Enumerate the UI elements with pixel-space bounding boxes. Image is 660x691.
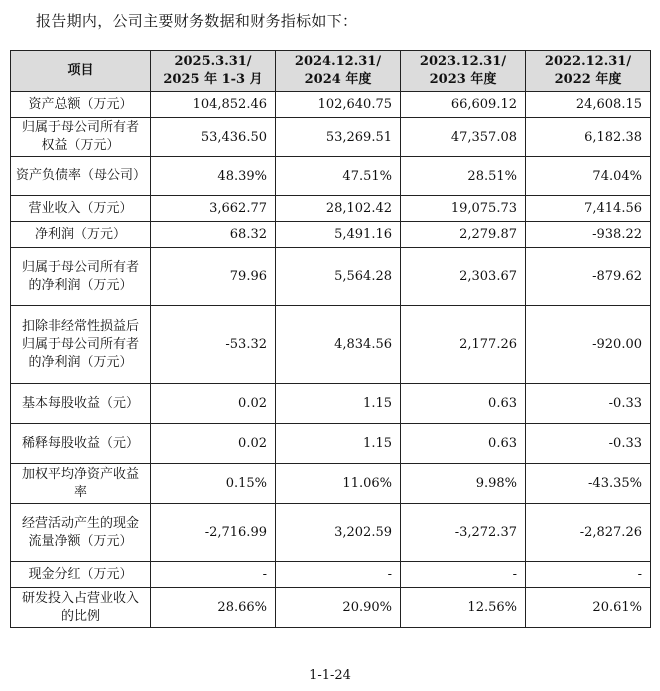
cell-value: 102,640.75	[276, 92, 401, 118]
cell-value: 74.04%	[526, 157, 651, 196]
cell-value: 0.02	[151, 424, 276, 464]
cell-value: 28.66%	[151, 588, 276, 628]
row-label: 归属于母公司所有者权益（万元）	[11, 118, 151, 157]
cell-value: 12.56%	[401, 588, 526, 628]
cell-value: -920.00	[526, 306, 651, 384]
row-label: 营业收入（万元）	[11, 196, 151, 222]
table-row	[11, 196, 651, 222]
cell-value: 68.32	[151, 222, 276, 248]
cell-value: 3,662.77	[151, 196, 276, 222]
cell-value: 19,075.73	[401, 196, 526, 222]
cell-value: -2,827.26	[526, 504, 651, 562]
cell-value: -2,716.99	[151, 504, 276, 562]
cell-value: 47,357.08	[401, 118, 526, 157]
table-row	[11, 248, 651, 306]
cell-value: 79.96	[151, 248, 276, 306]
table-row	[11, 588, 651, 628]
row-label: 资产总额（万元）	[11, 92, 151, 118]
header-item: 项目	[11, 51, 151, 92]
cell-value: -	[526, 562, 651, 588]
cell-value: 48.39%	[151, 157, 276, 196]
table-row	[11, 92, 651, 118]
table-row	[11, 464, 651, 504]
cell-value: -	[401, 562, 526, 588]
cell-value: 5,564.28	[276, 248, 401, 306]
cell-value: 53,269.51	[276, 118, 401, 157]
row-label: 扣除非经常性损益后归属于母公司所有者的净利润（万元）	[11, 306, 151, 384]
cell-value: -879.62	[526, 248, 651, 306]
table-row	[11, 222, 651, 248]
table-row	[11, 384, 651, 424]
cell-value: 1.15	[276, 424, 401, 464]
cell-value: 47.51%	[276, 157, 401, 196]
financial-indicators-table	[10, 50, 651, 628]
row-label: 现金分红（万元）	[11, 562, 151, 588]
page-number: 1-1-24	[309, 668, 351, 683]
row-label: 资产负债率（母公司）	[11, 157, 151, 196]
table-row	[11, 504, 651, 562]
cell-value: 2,279.87	[401, 222, 526, 248]
cell-value: 104,852.46	[151, 92, 276, 118]
cell-value: 0.15%	[151, 464, 276, 504]
cell-value: 0.02	[151, 384, 276, 424]
table-row	[11, 424, 651, 464]
table-header-row	[11, 51, 651, 92]
cell-value: 2,177.26	[401, 306, 526, 384]
cell-value: -53.32	[151, 306, 276, 384]
cell-value: 28.51%	[401, 157, 526, 196]
intro-text: 报告期内，公司主要财务数据和财务指标如下：	[36, 12, 358, 30]
header-period: 2024.12.31/ 2024 年度	[276, 51, 401, 92]
cell-value: -0.33	[526, 424, 651, 464]
cell-value: 20.90%	[276, 588, 401, 628]
cell-value: 5,491.16	[276, 222, 401, 248]
cell-value: 28,102.42	[276, 196, 401, 222]
cell-value: 66,609.12	[401, 92, 526, 118]
cell-value: -3,272.37	[401, 504, 526, 562]
cell-value: -938.22	[526, 222, 651, 248]
cell-value: 4,834.56	[276, 306, 401, 384]
cell-value: 0.63	[401, 384, 526, 424]
table-row	[11, 306, 651, 384]
row-label: 加权平均净资产收益率	[11, 464, 151, 504]
row-label: 净利润（万元）	[11, 222, 151, 248]
cell-value: -0.33	[526, 384, 651, 424]
table-row	[11, 118, 651, 157]
cell-value: 53,436.50	[151, 118, 276, 157]
header-period: 2022.12.31/ 2022 年度	[526, 51, 651, 92]
row-label: 经营活动产生的现金流量净额（万元）	[11, 504, 151, 562]
header-period: 2025.3.31/ 2025 年 1-3 月	[151, 51, 276, 92]
cell-value: 24,608.15	[526, 92, 651, 118]
row-label: 归属于母公司所有者的净利润（万元）	[11, 248, 151, 306]
cell-value: 3,202.59	[276, 504, 401, 562]
cell-value: 11.06%	[276, 464, 401, 504]
cell-value: 1.15	[276, 384, 401, 424]
cell-value: 2,303.67	[401, 248, 526, 306]
row-label: 研发投入占营业收入的比例	[11, 588, 151, 628]
table-row	[11, 562, 651, 588]
header-period: 2023.12.31/ 2023 年度	[401, 51, 526, 92]
table-row	[11, 157, 651, 196]
cell-value: -	[151, 562, 276, 588]
cell-value: 9.98%	[401, 464, 526, 504]
cell-value: 0.63	[401, 424, 526, 464]
row-label: 基本每股收益（元）	[11, 384, 151, 424]
cell-value: 7,414.56	[526, 196, 651, 222]
cell-value: 6,182.38	[526, 118, 651, 157]
cell-value: -43.35%	[526, 464, 651, 504]
cell-value: 20.61%	[526, 588, 651, 628]
cell-value: -	[276, 562, 401, 588]
row-label: 稀释每股收益（元）	[11, 424, 151, 464]
